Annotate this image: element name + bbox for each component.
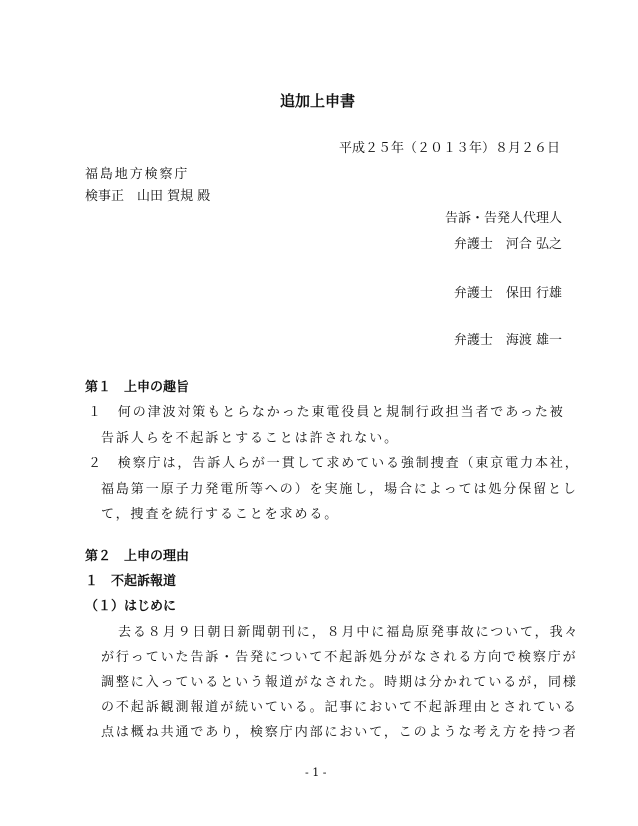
section1-line: て，捜査を続行することを求める。 (101, 507, 340, 522)
section2-line: の不起訴観測報道が続いている。記事において不起訴理由とされている (101, 700, 578, 715)
section1-line: ２ 検察庁は，告訴人らが一貫して求めている強制捜査（東京電力本社， (88, 456, 580, 471)
section2-line: 去る８月９日朝日新聞朝刊に，８月中に福島原発事故について，我々 (118, 625, 580, 640)
sender-lawyer-3: 弁護士 海渡 雄一 (453, 333, 562, 348)
document-title: 追加上申書 (280, 92, 356, 110)
section2-line: 点は概ね共通であり，検察庁内部において，このような考え方を持つ者 (101, 725, 578, 740)
sender-lawyer-2: 弁護士 保田 行雄 (453, 286, 562, 301)
addressee-prosecutor: 検事正 山田 賀規 殿 (85, 189, 211, 204)
section2-line: 調整に入っているという報道がなされた。時期は分かれているが，同様 (101, 675, 578, 690)
section1-line: 告訴人らを不起訴とすることは許されない。 (101, 431, 400, 446)
sender-lawyer-1: 弁護士 河合 弘之 (453, 237, 562, 252)
section1-heading: 第１ 上申の趣旨 (85, 380, 190, 395)
addressee-office: 福島地方検察庁 (85, 167, 190, 182)
section2-subsubheading: （１）はじめに (85, 599, 177, 614)
section1-line: １ 何の津波対策もとらなかった東電役員と規制行政担当者であった被 (88, 405, 565, 420)
section2-subheading: １ 不起訴報道 (85, 574, 177, 589)
document-date: 平成２５年（２０１３年）８月２６日 (338, 141, 560, 156)
sender-role: 告訴・告発人代理人 (444, 211, 562, 226)
section1-line: 福島第一原子力発電所等への）を実施し，場合によっては処分保留とし (101, 482, 578, 497)
page-number: - 1 - (305, 766, 327, 779)
section2-line: が行っていた告訴・告発について不起訴処分がなされる方向で検察庁が (101, 650, 578, 665)
section2-heading: 第２ 上申の理由 (85, 549, 190, 564)
